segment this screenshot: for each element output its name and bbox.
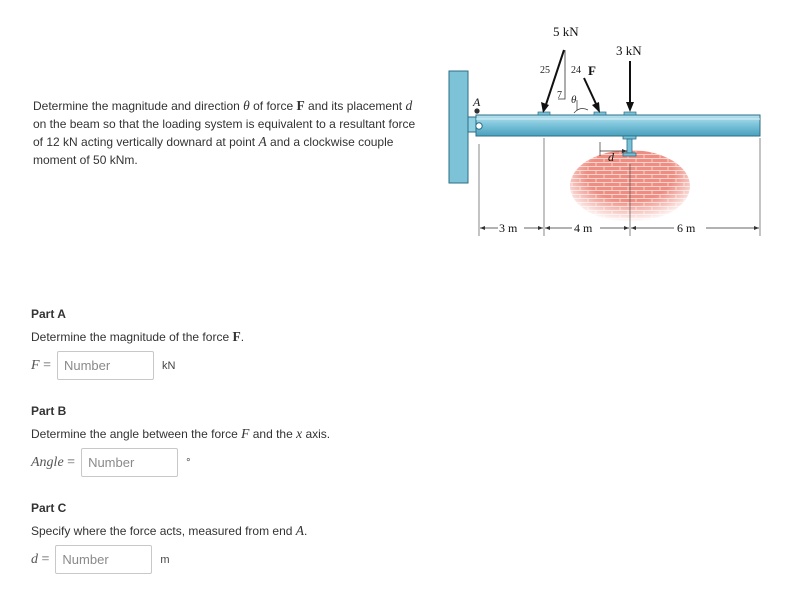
problem-text-2: of force	[249, 99, 297, 113]
load-5kn-label: 5 kN	[553, 24, 579, 39]
angle-input[interactable]	[81, 448, 178, 477]
part-c-title: Part C	[31, 501, 67, 515]
slope-label-25: 25	[540, 65, 550, 76]
part-c	[31, 501, 307, 574]
beam-figure	[440, 14, 770, 254]
point-a-marker	[474, 108, 479, 113]
part-b-title: Part B	[31, 404, 67, 418]
dim-3m-label: 3 m	[499, 221, 518, 235]
dim-6m-label: 6 m	[677, 221, 696, 235]
point-a-label: A	[473, 95, 481, 109]
column-support	[623, 136, 636, 156]
part-c-unit: m	[160, 553, 170, 566]
part-c-question: Specify where the force acts, measured from end A.	[31, 523, 308, 538]
beam-diagram	[440, 14, 770, 254]
force-f-arrow	[584, 78, 597, 106]
dim-d-label: d	[608, 150, 614, 164]
part-b-answer-row	[31, 448, 330, 477]
problem-text-3: and its placement	[304, 99, 406, 113]
part-b	[31, 404, 330, 477]
load-3kn-label: 3 kN	[616, 43, 642, 58]
point-a-symbol: A	[258, 134, 267, 149]
part-c-answer-row	[31, 545, 307, 574]
force-symbol: F	[296, 98, 305, 113]
force-magnitude-input[interactable]	[57, 351, 154, 380]
problem-text-1: Determine the magnitude and direction	[33, 99, 244, 113]
part-c-label: d =	[31, 551, 50, 567]
part-b-unit: °	[186, 456, 191, 469]
force-f-label: F	[588, 63, 596, 78]
theta-label: θ	[571, 94, 577, 106]
part-a-answer-row	[31, 351, 244, 380]
placement-d-input[interactable]	[55, 545, 152, 574]
dim-4m-label: 4 m	[574, 221, 593, 235]
slope-label-24: 24	[571, 65, 581, 76]
d-symbol: d	[405, 98, 413, 113]
part-a-label: F =	[31, 357, 51, 373]
part-a-title: Part A	[31, 307, 66, 321]
fixed-wall	[449, 71, 468, 183]
part-a-question: Determine the magnitude of the force F.	[31, 329, 245, 344]
beam	[476, 115, 760, 136]
part-a	[31, 307, 244, 380]
part-a-unit: kN	[161, 359, 176, 372]
theta-symbol: θ	[243, 98, 250, 113]
problem-statement	[33, 97, 428, 169]
part-b-question: Determine the angle between the force F and the x axis.	[31, 426, 331, 441]
part-b-label: Angle =	[31, 454, 76, 470]
slope-label-7: 7	[557, 90, 562, 101]
wall-bracket	[468, 117, 476, 132]
problem-text-5: and a clockwise couple moment of 50 kNm.	[33, 135, 394, 167]
problem-text-4: on the beam so that the loading system is equivalent to a resultant force of 12 kN acting vertically downard at point	[33, 116, 416, 149]
